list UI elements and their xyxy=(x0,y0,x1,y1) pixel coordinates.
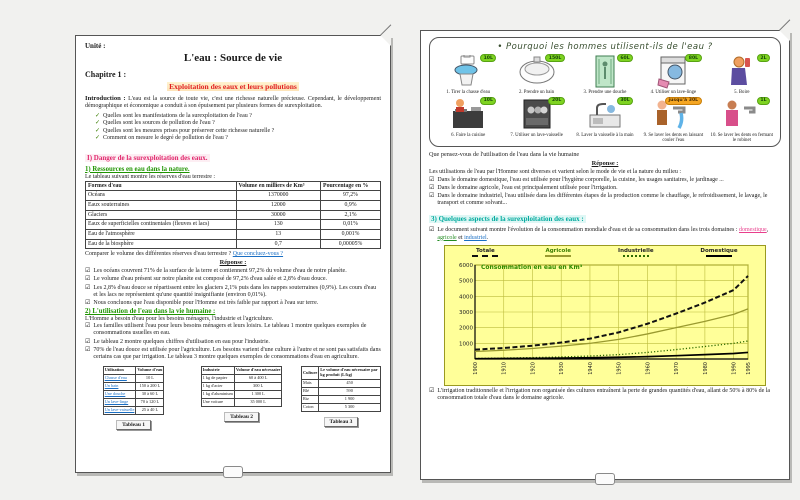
right-document-page xyxy=(420,30,790,480)
list-item xyxy=(95,135,381,143)
svg-text:2000: 2000 xyxy=(459,325,473,332)
water-amount-badge: jusqu'à 30L xyxy=(665,97,702,105)
legend-label: Totale xyxy=(476,247,495,254)
water-amount-badge: 10L xyxy=(480,54,496,62)
answer-intro: Les utilisations de l'eau par l'Homme sont diverses et varient selon le mode de vie et la nature du milieu : xyxy=(429,168,682,175)
water-amount-badge: 80L xyxy=(685,54,701,62)
tableau3-block xyxy=(301,365,381,427)
list-item xyxy=(95,120,381,128)
svg-text:1990: 1990 xyxy=(731,361,738,375)
column-header: Le volume d'eau nécessaire par kg produit (L/kg) xyxy=(319,367,381,380)
activity-caption: 3. Prendre une douche xyxy=(583,90,627,95)
check-mark-icon: ✓ xyxy=(95,127,101,134)
table-cell: 0,00005% xyxy=(321,239,381,249)
svg-text:4000: 4000 xyxy=(459,294,473,301)
list-item xyxy=(85,276,381,283)
activity-caption: 6. Faire la cuisine xyxy=(451,132,486,138)
table-row xyxy=(302,387,381,395)
legend-line-sample xyxy=(623,255,649,257)
table-cell: 25 à 40 L xyxy=(136,406,164,414)
column-header: Volume d'eau xyxy=(136,367,164,375)
list-item xyxy=(85,323,381,337)
chart-title: Consommation en eau en Km³ xyxy=(481,263,583,271)
activity-item xyxy=(504,98,568,144)
column-header: Utilisation xyxy=(103,367,136,375)
svg-text:1910: 1910 xyxy=(501,361,508,375)
table-cell: 13 xyxy=(236,229,321,239)
page-corner-fold xyxy=(380,35,391,46)
sub1-heading: 1) Ressources en eau dans la nature. xyxy=(85,165,190,173)
legend-label: Agricole xyxy=(545,247,571,254)
table-cell: 1 kg de papier xyxy=(201,375,234,383)
list-item xyxy=(429,177,781,184)
table-row xyxy=(302,395,381,403)
water-reserves-table xyxy=(85,181,381,250)
activity-caption: 1. Tirer la chasse d'eau xyxy=(446,90,491,95)
chapter-title: Exploitation des eaux et leurs pollutions xyxy=(169,82,297,91)
data-table xyxy=(201,366,283,407)
sub2-heading: 2) L'utilisation de l'eau dans la vie humaine : xyxy=(85,308,216,316)
table-cell: Un bain xyxy=(103,382,136,390)
check-mark-icon: ✓ xyxy=(95,112,101,119)
table-row xyxy=(201,382,282,390)
list-item-text: Quelles sont les sources de pollution de l'eau ? xyxy=(103,120,215,127)
activity-caption: 5. Boire xyxy=(734,90,750,95)
legend-entry xyxy=(472,248,498,258)
drinking-icon xyxy=(722,55,762,89)
legend-line-sample xyxy=(706,255,732,257)
data-table xyxy=(103,366,165,415)
table-cell: 0,7 xyxy=(236,239,321,249)
checkbox-icon: ☑ xyxy=(429,184,435,191)
questions-list xyxy=(95,113,381,143)
column-header: Formes d'eau xyxy=(86,181,237,191)
list-item-text: L'irrigation traditionnelle et l'irrigation non organisée des cultures entraînent la perte de grandes quantités d'eau, allant de 50% à 80% de la consommation totale d'eau dans le domaine agricole. xyxy=(437,387,771,402)
tableau3-table xyxy=(301,365,381,414)
table-cell: Blé xyxy=(302,387,319,395)
introduction-label: Introduction : xyxy=(85,95,126,102)
list-item-text: Les familles utilisent l'eau pour leurs besoins ménagers et leurs loisirs. Le tableau 1 montre quelques exemples de consommations usuelles en eau. xyxy=(93,323,367,337)
compare-question: Comparer le volume des différentes réserves d'eau terrestre ? Que concluez-vous ? xyxy=(85,251,284,258)
water-uses-illustration-box xyxy=(429,37,781,147)
activity-caption: 8. Laver la vaisselle à la main xyxy=(576,132,634,138)
table-cell: Chasse d'eau xyxy=(103,375,136,383)
activity-item xyxy=(573,55,637,96)
legend-entry xyxy=(545,248,571,258)
activity-item xyxy=(436,98,500,144)
list-item-text: Quelles sont les manifestations de la surexploitation de l'eau ? xyxy=(103,112,252,119)
doc-note-fragment: . xyxy=(486,234,489,241)
column-header: Pourcentage en % xyxy=(321,181,381,191)
table-cell: 1370000 xyxy=(236,191,321,201)
table-cell: 30 à 60 L xyxy=(136,390,164,398)
legend-entry xyxy=(618,248,654,258)
table-row xyxy=(86,210,381,220)
table-cell: Riz xyxy=(302,395,319,403)
column-header: Volume en milliers de Km³ xyxy=(236,181,321,191)
table-cell: Eau de l'atmosphère xyxy=(86,229,237,239)
list-item xyxy=(429,193,781,207)
activity-caption: 2. Prendre un bain xyxy=(519,90,555,95)
svg-text:1950: 1950 xyxy=(616,361,623,375)
list-item-text: Quelles sont les mesures prises pour préserver cette richesse naturelle ? xyxy=(103,127,275,134)
doc-note-fragment: domestique xyxy=(739,227,767,234)
tableau3-label: Tableau 3 xyxy=(324,417,359,427)
doc-note-fragment: , xyxy=(766,227,769,234)
activity-item xyxy=(573,98,637,144)
list-item xyxy=(429,185,781,192)
table-cell: Maïs xyxy=(302,379,319,387)
doc-note-text xyxy=(437,227,781,241)
table-cell: Une voiture xyxy=(201,398,234,406)
table-cell: 300 L xyxy=(234,382,282,390)
water-consumption-chart xyxy=(444,245,766,386)
table-row xyxy=(302,403,381,411)
checkbox-icon: ☑ xyxy=(85,299,91,306)
illustration-title: • Pourquoi les hommes utilisent-ils de l'eau ? xyxy=(497,42,713,52)
water-amount-badge: 10L xyxy=(480,97,496,105)
table-cell: 5 300 xyxy=(319,403,381,411)
usage-intro: L'Homme a besoin d'eau pour les besoins ménagers, l'industrie et l'agriculture. xyxy=(85,316,274,323)
chart-legend xyxy=(449,248,761,261)
check-mark-icon: ✓ xyxy=(95,120,101,127)
checkbox-icon: ☑ xyxy=(85,284,91,291)
table-row xyxy=(201,375,282,383)
list-item-text: Le tableau 2 montre quelques chiffres d'utilisation en eau pour l'industrie. xyxy=(93,338,270,345)
tableau2-table xyxy=(201,365,283,409)
doc-note-fragment: et xyxy=(456,234,465,241)
legend-label: Domestique xyxy=(700,247,738,254)
table-cell: Un lave-vaisselle xyxy=(103,406,136,414)
water-amount-badge: 1L xyxy=(757,97,770,105)
table-cell: 97,2% xyxy=(321,191,381,201)
table-cell: 0,001% xyxy=(321,229,381,239)
legend-line-sample xyxy=(545,255,571,257)
list-item-text: Les océans couvrent 71% de la surface de la terre et contiennent 97,2% du volume d'eau de notre planète. xyxy=(93,268,347,275)
left-document-page xyxy=(75,35,391,473)
section3-heading: 3) Quelques aspects de la surexploitation des eaux : xyxy=(431,215,584,224)
column-header: Industrie xyxy=(201,367,234,375)
table-cell: 450 xyxy=(319,379,381,387)
water-amount-badge: 20L xyxy=(548,97,564,105)
table-row xyxy=(103,406,164,414)
table-cell: 130 xyxy=(236,220,321,230)
table-row xyxy=(86,220,381,230)
table-cell: 0,9% xyxy=(321,200,381,210)
svg-text:1980: 1980 xyxy=(702,361,709,375)
checkbox-icon: ☑ xyxy=(85,268,91,275)
table-row xyxy=(86,239,381,249)
checkbox-icon: ☑ xyxy=(429,193,435,200)
activity-caption: 9. Se laver les dents en laissant couler l'eau xyxy=(643,132,704,144)
data-table xyxy=(301,366,381,412)
table-cell: 1 kg d'aluminium xyxy=(201,390,234,398)
reponse-label: Réponse : xyxy=(219,259,247,267)
activities-grid xyxy=(436,55,774,144)
water-amount-badge: 30L xyxy=(617,97,633,105)
chart-plot-area xyxy=(449,261,753,379)
usage-points-list xyxy=(85,323,381,361)
table-row xyxy=(86,200,381,210)
checkbox-icon: ☑ xyxy=(85,323,91,330)
list-item xyxy=(85,300,381,307)
table-cell: 12000 xyxy=(236,200,321,210)
table-row xyxy=(201,398,282,406)
answer-points-list xyxy=(429,177,781,208)
page-tab xyxy=(595,473,615,485)
svg-text:1000: 1000 xyxy=(459,341,473,348)
table-cell: 1 900 xyxy=(319,395,381,403)
activity-caption: 10. Se laver les dents en fermant le robinet xyxy=(710,132,774,144)
list-item-text: Dans le domaine agricole, l'eau est principalement utilisée pour l'irrigation. xyxy=(437,184,618,191)
activity-item xyxy=(710,98,774,144)
table-row xyxy=(86,229,381,239)
table-cell: 30000 xyxy=(236,210,321,220)
page-title: L'eau : Source de vie xyxy=(183,52,283,64)
doc-note xyxy=(429,227,781,241)
legend-label: Industrielle xyxy=(618,247,654,254)
section1-heading: I) Danger de la surexploitation des eaux. xyxy=(87,153,208,162)
svg-text:1930: 1930 xyxy=(559,361,566,375)
svg-text:6000: 6000 xyxy=(459,262,473,269)
table-cell: Une douche xyxy=(103,390,136,398)
chapter-label: Chapitre 1 : xyxy=(85,70,127,79)
table-cell: 35 000 L xyxy=(234,398,282,406)
list-item xyxy=(429,388,781,402)
activity-caption: 7. Utiliser un lave-vaisselle xyxy=(510,132,563,138)
list-item-text: Dans le domaine industriel, l'eau utilisée dans les différentes étapes de la production comme le chauffage, le refroidissement, le lavage, le transport et comme solvant... xyxy=(437,193,768,207)
doc-note-fragment: Le document suivant montre l'évolution de la consommation mondiale d'eau et de sa consommation dans les trois domaines : xyxy=(437,227,739,234)
table-row xyxy=(103,382,164,390)
page-tab xyxy=(223,466,243,478)
list-item-text: Comment on mesure le degré de pollution de l'eau ? xyxy=(103,135,228,142)
column-header: Volume d'eau nécessaire xyxy=(234,367,282,375)
activity-caption: 4. Utiliser un lave-linge xyxy=(650,90,697,95)
page-corner-fold xyxy=(779,30,790,41)
table-cell: 10 L xyxy=(136,375,164,383)
activity-item xyxy=(641,55,705,96)
table-row xyxy=(86,191,381,201)
table-cell: Eau de la biosphère xyxy=(86,239,237,249)
table-cell: 60 à 400 L xyxy=(234,375,282,383)
answers-list xyxy=(85,268,381,307)
tableau1-label: Tableau 1 xyxy=(116,420,151,430)
activity-item xyxy=(504,55,568,96)
conclusion-list xyxy=(429,388,781,402)
svg-text:5000: 5000 xyxy=(459,278,473,285)
tap-closed-icon xyxy=(722,98,762,132)
table-cell: Coton xyxy=(302,403,319,411)
table-cell: 0,01% xyxy=(321,220,381,230)
table-row xyxy=(103,375,164,383)
doc-note-fragment: agricole xyxy=(437,234,457,241)
table-cell: Eaux de superficielles continentales (fleuves et lacs) xyxy=(86,220,237,230)
svg-text:1960: 1960 xyxy=(645,361,652,375)
checkbox-icon: ☑ xyxy=(85,346,91,353)
table-cell: Glaciers xyxy=(86,210,237,220)
check-mark-icon: ✓ xyxy=(95,135,101,142)
svg-text:1970: 1970 xyxy=(674,361,681,375)
list-item xyxy=(95,128,381,136)
legend-line-sample xyxy=(472,255,498,257)
water-amount-badge: 2L xyxy=(757,54,770,62)
unit-label: Unité : xyxy=(85,42,106,50)
table-row xyxy=(201,390,282,398)
table-intro: Le tableau suivant montre les réserves d'eau terrestre : xyxy=(85,173,216,180)
table-cell: 70 à 120 L xyxy=(136,398,164,406)
list-item-text: Nous concluons que l'eau disponible pour l'Homme est très faible par rapport à l'eau sur terre. xyxy=(93,299,319,306)
svg-text:1940: 1940 xyxy=(587,361,594,375)
tableau1-block xyxy=(85,365,182,430)
activity-item xyxy=(710,55,774,96)
tableau1-table xyxy=(103,365,165,417)
activity-item xyxy=(436,55,500,96)
table-cell: Eaux souterraines xyxy=(86,200,237,210)
reponse-label: Réponse : xyxy=(591,159,619,167)
list-item-text: 70% de l'eau douce est utilisée pour l'agriculture. Les besoins varient d'une culture à l'autre et ne sont pas satisfaits dans certains cas que par irrigation. Le tableau 3 montre quelques exemples de consommations d'eau en agriculture. xyxy=(93,346,381,360)
checkbox-icon: ☑ xyxy=(85,338,91,345)
table-row xyxy=(103,398,164,406)
introduction-paragraph: Introduction : L'eau est la source de toute vie, c'est une richesse naturelle précieuse. Cependant, le développement démographique et économique a conduit à son épuisement par plusieurs formes de surexploitation. xyxy=(85,95,381,110)
question-line: Que pensez-vous de l'utilisation de l'eau dans la vie humaine xyxy=(429,150,580,158)
doc-note-fragment: industriel xyxy=(464,234,487,241)
checkbox-icon: ☑ xyxy=(429,176,435,183)
svg-text:1900: 1900 xyxy=(473,361,479,375)
list-item xyxy=(95,113,381,121)
checkbox-icon: ☑ xyxy=(85,276,91,283)
list-item xyxy=(85,347,381,361)
tableau2-label: Tableau 2 xyxy=(224,412,259,422)
list-item-text: Les 2,8% d'eau douce se répartissent entre les glaciers 2,1% puis dans les nappes souterraines (0,9%). Les cours d'eau et les lacs ne représentent qu'une quantité insignifiante (environ 0,01%). xyxy=(93,284,377,298)
table-cell: Océans xyxy=(86,191,237,201)
checkbox-icon: ☑ xyxy=(429,387,435,394)
svg-text:1995: 1995 xyxy=(746,361,752,375)
list-item-text: Le volume d'eau présent sur notre planète est composé de 97,2% d'eau salée et 2,8% d'eau douce. xyxy=(93,276,328,283)
table-cell: 590 xyxy=(319,387,381,395)
data-table xyxy=(85,181,381,250)
mini-tables xyxy=(85,365,381,430)
water-amount-badge: 150L xyxy=(545,54,565,62)
checkbox-icon: ☑ xyxy=(429,227,435,234)
activity-item xyxy=(641,98,705,144)
table-cell: 1 300 L xyxy=(234,390,282,398)
table-cell: 1 kg d'acier xyxy=(201,382,234,390)
list-item xyxy=(85,268,381,275)
tableau2-block xyxy=(190,365,293,422)
list-item xyxy=(85,339,381,346)
svg-text:3000: 3000 xyxy=(459,309,473,316)
table-cell: 150 à 200 L xyxy=(136,382,164,390)
table-cell: Un lave-linge xyxy=(103,398,136,406)
water-amount-badge: 60L xyxy=(617,54,633,62)
column-header: Culture xyxy=(302,367,319,380)
table-row xyxy=(103,390,164,398)
svg-text:1920: 1920 xyxy=(530,361,537,375)
list-item-text: Dans le domaine domestique, l'eau est utilisée pour l'hygiène corporelle, la cuisine, les usages sanitaires, le jardinage ... xyxy=(437,176,724,183)
table-cell: 2,1% xyxy=(321,210,381,220)
list-item xyxy=(85,285,381,299)
table-row xyxy=(302,379,381,387)
legend-entry xyxy=(700,248,737,258)
